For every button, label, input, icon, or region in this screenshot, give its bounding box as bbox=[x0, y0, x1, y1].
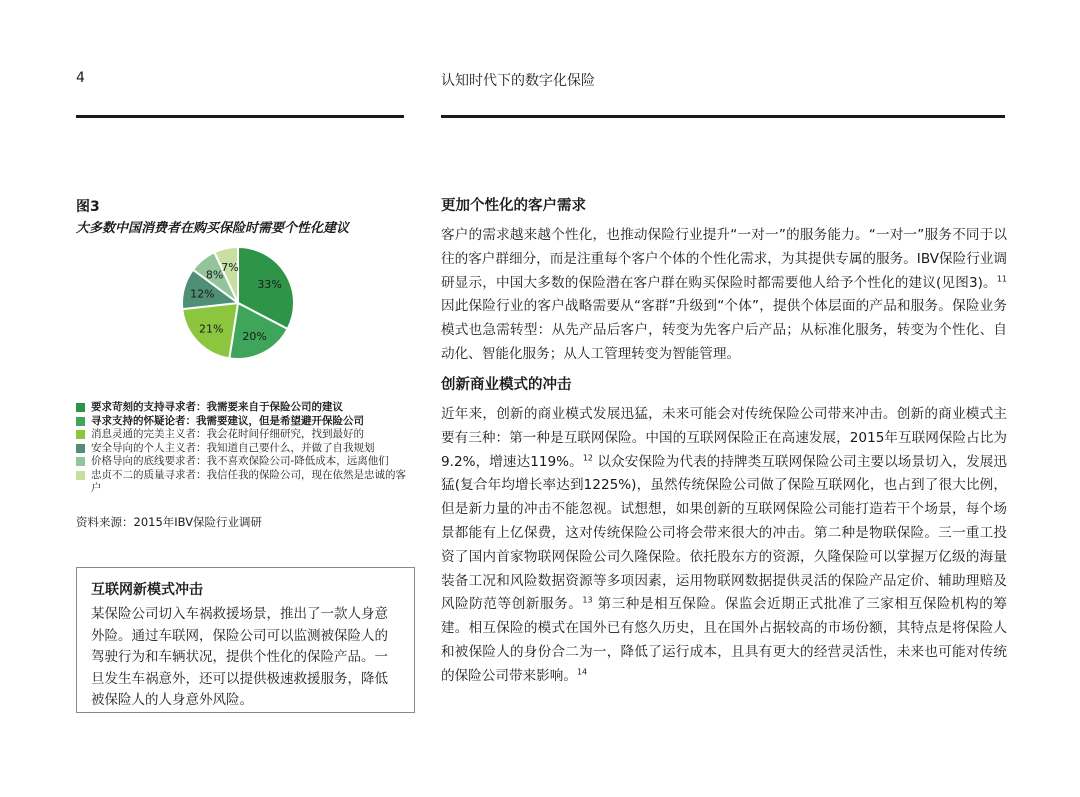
header-rule-right bbox=[441, 115, 1005, 118]
legend-item bbox=[76, 401, 406, 415]
legend-swatch bbox=[76, 417, 85, 426]
chart-legend bbox=[76, 401, 406, 496]
running-title: 认知时代下的数字化保险 bbox=[441, 73, 595, 89]
legend-label: 价格导向的底线要求者：我不喜欢保险公司-降低成本，远离他们 bbox=[91, 455, 389, 467]
figure-caption: 大多数中国消费者在购买保险时需要个性化建议 bbox=[76, 221, 350, 236]
pie-slice-label: 20% bbox=[242, 330, 267, 344]
footnote-marker: 13 bbox=[582, 595, 593, 605]
sidebar-box-title: 互联网新模式冲击 bbox=[91, 582, 203, 598]
figure-source: 资料来源：2015年IBV保险行业调研 bbox=[76, 515, 263, 529]
pie-slice-label: 33% bbox=[257, 277, 282, 291]
pie-chart bbox=[165, 246, 315, 366]
legend-item bbox=[76, 469, 406, 496]
legend-swatch bbox=[76, 430, 85, 439]
legend-label: 安全导向的个人主义者：我知道自己要什么，并做了自我规划 bbox=[91, 441, 375, 454]
section-title: 创新商业模式的冲击 bbox=[441, 377, 572, 393]
footnote-marker: 14 bbox=[576, 667, 588, 677]
legend-item bbox=[76, 428, 406, 442]
legend-swatch bbox=[76, 444, 85, 453]
paragraph-text-run: 客户的需求越来越个性化，也推动保险行业提升“一对一”的服务能力。“一对一”服务不同于以往的客户群细分，而是注重每个客户个体的个性化需求，为其提供专属的服务。IBV保险行业调研显示，中国大多数的保险潜在客户群在购买保险时都需要他人给予个性化的建议(见图3)。 bbox=[441, 227, 1007, 291]
paragraph-text-run: 第三种是相互保险。保监会近期正式批准了三家相互保险机构的筹建。相互保险的模式在国外已有悠久历史，且在国外占据较高的市场份额，其特点是将保险人和被保险人的身份合二为一，降低了运行成本，且具有更大的经营灵活性，未来也可能对传统的保险公司带来影响。 bbox=[441, 596, 1007, 684]
section-business-model-impact bbox=[441, 373, 1007, 689]
footnote-marker: 12 bbox=[582, 453, 593, 463]
section-paragraph bbox=[441, 403, 1007, 689]
figure-label: 图3 bbox=[76, 199, 100, 215]
legend-swatch bbox=[76, 457, 85, 466]
sidebar-box bbox=[76, 567, 415, 713]
section-personalized-needs bbox=[441, 194, 1007, 367]
pie-slice-label: 12% bbox=[190, 287, 215, 301]
legend-item bbox=[76, 442, 406, 456]
paragraph-text-run: 因此保险行业的客户战略需要从“客群”升级到“个体”，提供个体层面的产品和服务。保险业务模式也急需转型：从先产品后客户，转变为先客户后产品；从标准化服务，转变为个性化、自动化、智能化服务；从人工管理转变为智能管理。 bbox=[441, 298, 1007, 362]
legend-label: 要求苛刻的支持寻求者：我需要来自于保险公司的建议 bbox=[91, 401, 343, 413]
pie-slice-label: 21% bbox=[199, 322, 224, 336]
legend-swatch bbox=[76, 403, 85, 412]
legend-label: 寻求支持的怀疑论者：我需要建议，但是希望避开保险公司 bbox=[91, 414, 364, 427]
pie-slice-label: 7% bbox=[221, 260, 239, 274]
section-title: 更加个性化的客户需求 bbox=[441, 198, 586, 214]
legend-item bbox=[76, 455, 406, 469]
legend-label: 消息灵通的完美主义者：我会花时间仔细研究，找到最好的 bbox=[91, 428, 364, 440]
pie-slice-label: 8% bbox=[205, 268, 224, 282]
legend-label: 忠贞不二的质量寻求者：我信任我的保险公司，现在依然是忠诚的客户 bbox=[91, 468, 406, 494]
section-paragraph bbox=[441, 224, 1007, 367]
header-rule-left bbox=[76, 115, 404, 118]
sidebar-box-text: 某保险公司切入车祸救援场景，推出了一款人身意外险。通过车联网，保险公司可以监测被保险人的驾驶行为和车辆状况，提供个性化的保险产品。一旦发生车祸意外，还可以提供极速救援服务，降低被保险人的人身意外风险。 bbox=[91, 606, 388, 708]
legend-swatch bbox=[76, 471, 85, 480]
footnote-marker: 11 bbox=[996, 274, 1007, 284]
paragraph-text-run: 以众安保险为代表的持牌类互联网保险公司主要以场景切入，发展迅猛(复合年均增长率达到1225%)，虽然传统保险公司做了保险互联网化，也占到了很大比例，但是新力量的冲击不能忽视。试想想，如果创新的互联网保险公司能打造若干个场景，每个场景都能有上亿保费，这对传统保险公司将会带来很大的冲击。第二种是物联保险。三一重工投资了国内首家物联网保险公司久隆保险。依托股东方的资源，久隆保险可以掌握万亿级的海量装备工况和风险数据资源等多项因素，运用物联网数据提供灵活的保险产品定价、辅助理赔及风险防范等创新服务。 bbox=[441, 453, 1007, 613]
legend-item bbox=[76, 415, 406, 429]
page-number: 4 bbox=[76, 70, 85, 86]
paragraph-text-run: 近年来，创新的商业模式发展迅猛，未来可能会对传统保险公司带来冲击。创新的商业模式主要有三种：第一种是互联网保险。中国的互联网保险正在高速发展，2015年互联网保险占比为9.2%，增速达119%。 bbox=[441, 406, 1007, 470]
